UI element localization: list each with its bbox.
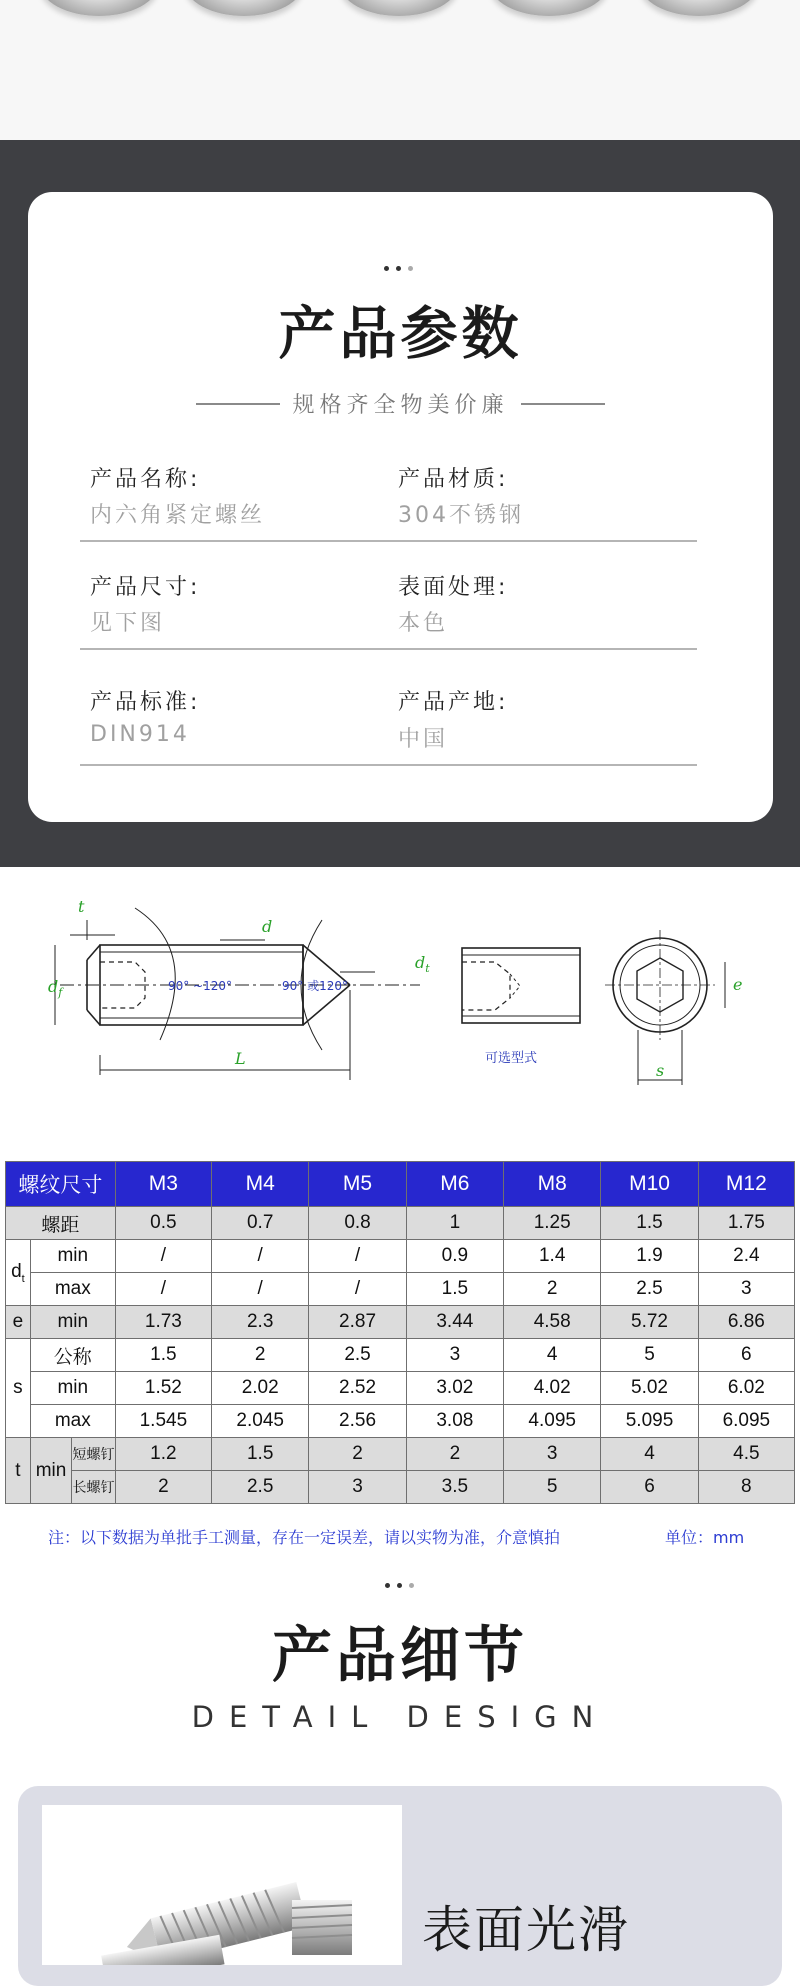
table-header-cell: 螺纹尺寸 — [6, 1162, 116, 1207]
screw-head-image — [185, 0, 303, 16]
section-dots — [384, 266, 413, 271]
table-header-cell: M4 — [212, 1162, 309, 1207]
technical-drawing — [40, 890, 770, 1115]
dim-dt-label: $d_t$ — [415, 953, 430, 975]
row-divider — [80, 648, 697, 650]
spec-table — [5, 1161, 795, 1504]
detail-title: 产品细节 — [272, 1621, 528, 1691]
dim-s-label: s — [656, 1061, 665, 1080]
row-label: e — [6, 1306, 31, 1339]
origin-label: 产品产地: — [398, 690, 509, 715]
standard-value: DIN914 — [90, 722, 190, 747]
screw-head-image — [640, 0, 758, 16]
table-row: 螺距 0.5 0.7 0.8 1 1.25 1.5 1.75 — [6, 1207, 795, 1240]
table-header-cell: M10 — [601, 1162, 698, 1207]
table-header-cell: M8 — [504, 1162, 601, 1207]
table-row: max 1.545 2.045 2.56 3.08 4.095 5.095 6.095 — [6, 1405, 795, 1438]
table-header-cell: M12 — [698, 1162, 794, 1207]
set-screw-photo — [42, 1805, 402, 1965]
surface-value: 本色 — [398, 611, 449, 636]
measurement-note: 注：以下数据为单批手工测量，存在一定误差，请以实物为准，介意慎拍 — [48, 1528, 561, 1547]
table-row: $d_t$ min / / / 0.9 1.4 1.9 2.4 — [6, 1240, 795, 1273]
feature-title: 表面光滑 — [422, 1901, 630, 1959]
detail-photo — [42, 1805, 402, 1965]
origin-value: 中国 — [398, 727, 449, 752]
screw-head-image — [340, 0, 458, 16]
parameter-title: 产品参数 — [278, 301, 523, 367]
dim-t-label: t — [78, 897, 85, 916]
material-label: 产品材质: — [398, 467, 509, 492]
unit-note: 单位：mm — [665, 1528, 745, 1547]
surface-label: 表面处理: — [398, 575, 509, 600]
angle-left-label: 90° ~120° — [168, 979, 233, 993]
table-header-cell: M5 — [309, 1162, 406, 1207]
dim-d-label: d — [262, 917, 273, 936]
product-name-label: 产品名称: — [90, 467, 201, 492]
angle-right-label: 90° 或120° — [282, 979, 348, 993]
row-label: s — [6, 1339, 31, 1438]
detail-subtitle-en: DETAIL DESIGN — [191, 1700, 609, 1734]
screw-head-image — [490, 0, 608, 16]
product-size-value: 见下图 — [90, 611, 166, 636]
table-header-row — [6, 1162, 795, 1207]
table-row: t min 短螺钉 1.2 1.5 2 2 3 4 4.5 — [6, 1438, 795, 1471]
screw-head-image — [40, 0, 158, 16]
parameter-subtitle-row — [28, 388, 773, 419]
product-name-value: 内六角紧定螺丝 — [90, 503, 266, 528]
table-row: s 公称 1.5 2 2.5 3 4 5 6 — [6, 1339, 795, 1372]
table-row: max / / / 1.5 2 2.5 3 — [6, 1273, 795, 1306]
row-divider — [80, 540, 697, 542]
top-product-strip — [0, 0, 800, 140]
product-size-label: 产品尺寸: — [90, 575, 201, 600]
row-label: t — [6, 1438, 31, 1504]
parameter-subtitle: 规格齐全物美价廉 — [292, 393, 509, 418]
dim-e-label: e — [733, 975, 743, 994]
table-row: 长螺钉 2 2.5 3 3.5 5 6 8 — [6, 1471, 795, 1504]
standard-label: 产品标准: — [90, 690, 201, 715]
parameter-card — [28, 192, 773, 822]
row-label: 螺距 — [6, 1207, 116, 1240]
row-label: $d_t$ — [6, 1240, 31, 1306]
table-row: e min 1.73 2.3 2.87 3.44 4.58 5.72 6.86 — [6, 1306, 795, 1339]
optional-type-label: 可选型式 — [485, 1051, 538, 1066]
dim-l-label: L — [235, 1049, 246, 1068]
dim-df-label: $d_f$ — [48, 977, 63, 999]
row-divider — [80, 764, 697, 766]
table-header-cell: M6 — [406, 1162, 503, 1207]
table-row: min 1.52 2.02 2.52 3.02 4.02 5.02 6.02 — [6, 1372, 795, 1405]
material-value: 304不锈钢 — [398, 503, 524, 528]
table-header-cell: M3 — [115, 1162, 211, 1207]
section-dots — [385, 1583, 414, 1588]
